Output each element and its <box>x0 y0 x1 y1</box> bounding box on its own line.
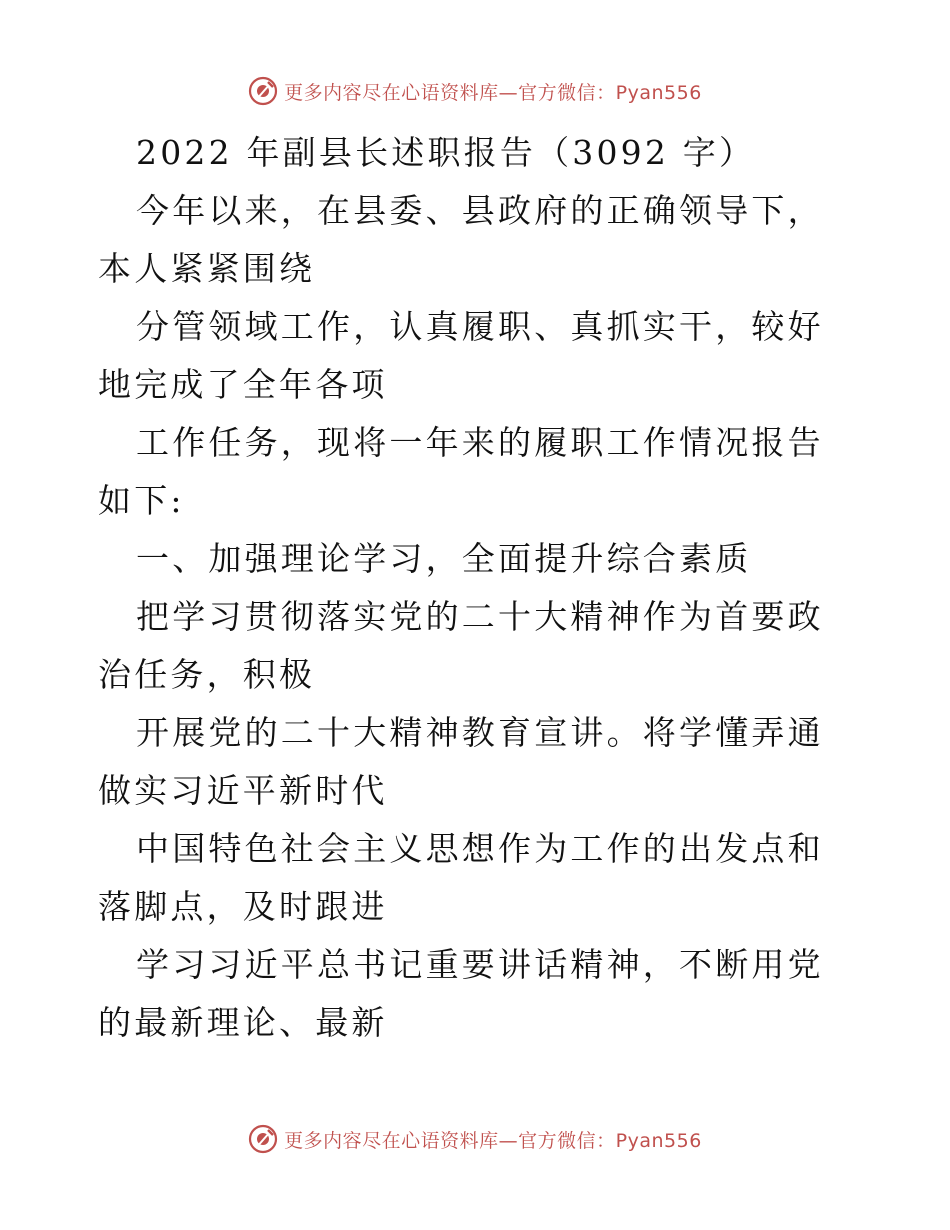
paragraph: 工作任务，现将一年来的履职工作情况报告如下: <box>98 423 824 520</box>
watermark-header <box>0 76 950 106</box>
paragraph: 中国特色社会主义思想作为工作的出发点和落脚点，及时跟进 <box>98 829 824 926</box>
watermark-footer <box>0 1124 950 1154</box>
document-title: 2022 年副县长述职报告（3092 字） <box>136 133 756 172</box>
pen-seal-icon <box>248 76 278 106</box>
paragraph: 把学习贯彻落实党的二十大精神作为首要政治任务，积极 <box>98 597 824 694</box>
watermark-text: 更多内容尽在心语资料库—官方微信：Pyan556 <box>284 1129 702 1152</box>
paragraph: 开展党的二十大精神教育宣讲。将学懂弄通做实习近平新时代 <box>98 713 824 810</box>
watermark-text: 更多内容尽在心语资料库—官方微信：Pyan556 <box>284 81 702 104</box>
paragraph: 分管领域工作，认真履职、真抓实干，较好地完成了全年各项 <box>98 307 824 404</box>
document-body <box>98 124 858 1052</box>
section-heading: 一、加强理论学习，全面提升综合素质 <box>136 539 752 578</box>
paragraph: 学习习近平总书记重要讲话精神，不断用党的最新理论、最新 <box>98 945 824 1042</box>
paragraph: 今年以来，在县委、县政府的正确领导下，本人紧紧围绕 <box>98 191 824 288</box>
pen-seal-icon <box>248 1124 278 1154</box>
